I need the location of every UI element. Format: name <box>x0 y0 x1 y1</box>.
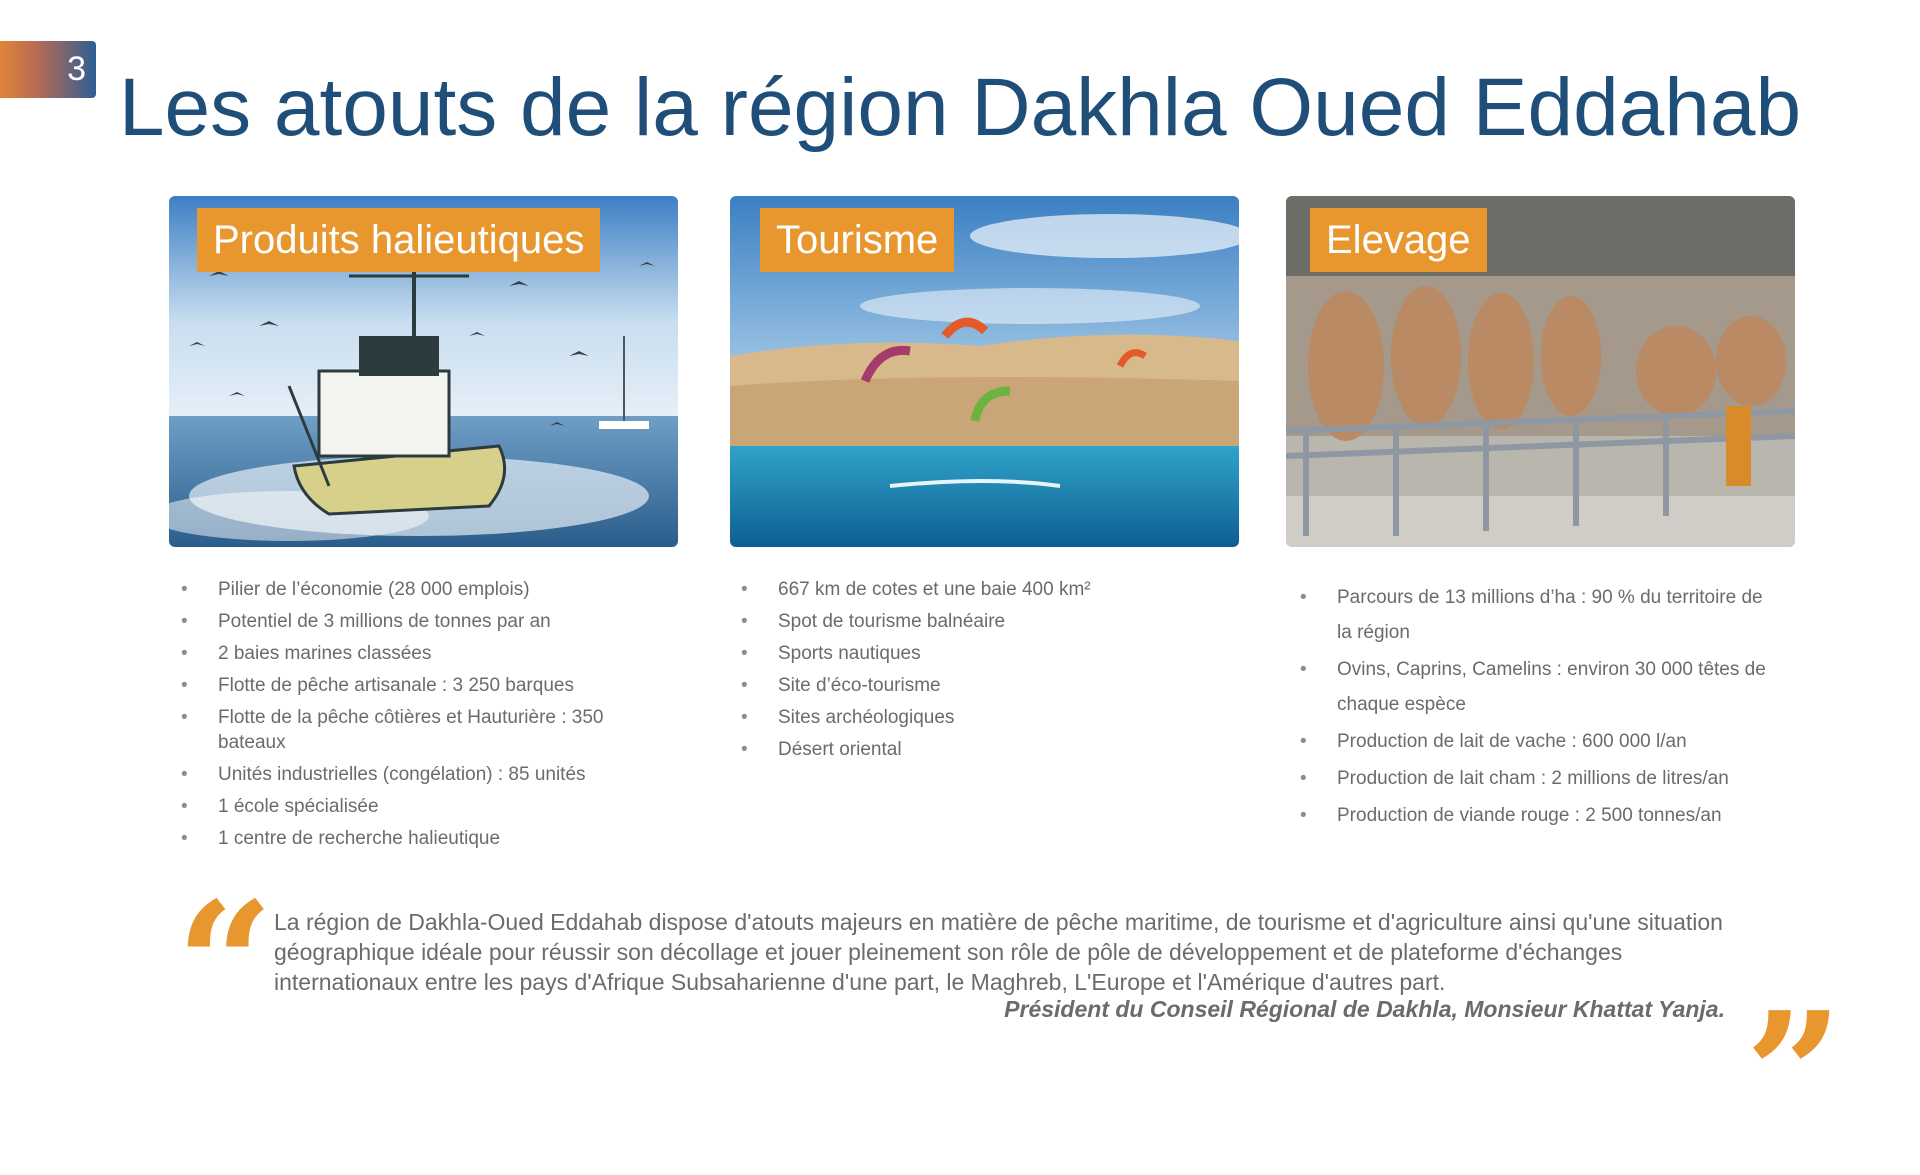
quote-text: La région de Dakhla-Oued Eddahab dispose d'atouts majeurs en matière de pêche maritime, de tourisme et d'agriculture ainsi qu'une situation géographique idéale pour réussir son décollage et jouer pleinement son rôle de pôle de développement et de plateforme d'échanges internationaux entre les pays d'Afrique Subsaharienne d'une part, le Maghreb, L'Europe et l'Amérique d'autres part. <box>274 909 1723 995</box>
fishing-card <box>169 196 678 547</box>
livestock-card-label: Elevage <box>1310 208 1487 272</box>
list-item: • Site d’éco-tourisme <box>741 673 1211 698</box>
livestock-facts-list <box>1300 580 1770 833</box>
list-item: • Unités industrielles (congélation) : 85 unités <box>181 762 651 787</box>
list-item: • Flotte de la pêche côtières et Hauturière : 350 bateaux <box>181 705 651 755</box>
list-item: • Sites archéologiques <box>741 705 1211 730</box>
slide-title: Les atouts de la région Dakhla Oued Eddahab <box>118 62 1802 153</box>
list-item: • Sports nautiques <box>741 641 1211 666</box>
fishing-card-label: Produits halieutiques <box>197 208 600 272</box>
open-quote-icon: “ <box>176 865 274 1065</box>
tourism-card-label: Tourisme <box>760 208 954 272</box>
fishing-facts-list <box>181 577 651 851</box>
list-item: • Spot de tourisme balnéaire <box>741 609 1211 634</box>
list-item: • 667 km de cotes et une baie 400 km² <box>741 577 1211 602</box>
list-item: • Potentiel de 3 millions de tonnes par an <box>181 609 651 634</box>
list-item: • 1 centre de recherche halieutique <box>181 826 651 851</box>
quote-author: Président du Conseil Régional de Dakhla, Monsieur Khattat Yanja. <box>1004 996 1725 1022</box>
list-item: • Production de lait cham : 2 millions de litres/an <box>1300 761 1770 796</box>
page-number: 3 <box>67 50 86 88</box>
list-item: • Flotte de pêche artisanale : 3 250 barques <box>181 673 651 698</box>
list-item: • Ovins, Caprins, Camelins : environ 30 000 têtes de chaque espèce <box>1300 652 1770 722</box>
tourism-card <box>730 196 1239 547</box>
list-item: • Production de viande rouge : 2 500 tonnes/an <box>1300 798 1770 833</box>
list-item: • Désert oriental <box>741 737 1211 762</box>
list-item: • Production de lait de vache : 600 000 l/an <box>1300 724 1770 759</box>
close-quote-icon: ” <box>1745 975 1843 1175</box>
list-item: • 1 école spécialisée <box>181 794 651 819</box>
tourism-facts-list <box>741 577 1211 762</box>
list-item: • Parcours de 13 millions d’ha : 90 % du territoire de la région <box>1300 580 1770 650</box>
livestock-card <box>1286 196 1795 547</box>
list-item: • 2 baies marines classées <box>181 641 651 666</box>
list-item: • Pilier de l’économie (28 000 emplois) <box>181 577 651 602</box>
